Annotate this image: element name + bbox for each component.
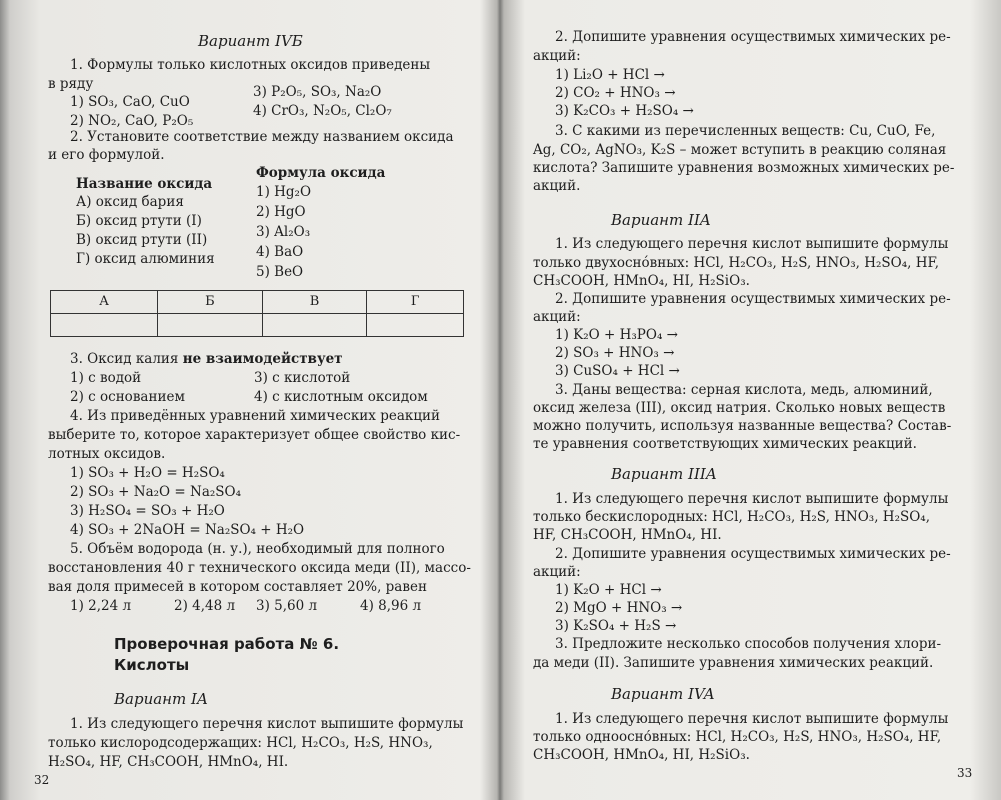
question-text: 1. Из следующего перечня кислот выпишите формулы [555, 236, 949, 252]
answer-option: 3) с кислотой [254, 370, 351, 386]
question-text: и его формулой. [48, 147, 165, 163]
question-text: 2. Допишите уравнения осуществимых химических ре- [555, 29, 951, 45]
question-text: 3. С какими из перечисленных веществ: Cu, CuO, Fe, [555, 123, 936, 139]
question-text: H₂SO₄, HF, CH₃COOH, HMnO₄, HI. [48, 754, 289, 770]
question-text: те уравнения соответствующих химических реакций. [533, 436, 917, 452]
answer-option: 1) SO₃ + H₂O = H₂SO₄ [70, 465, 225, 481]
column-header: Название оксида [76, 176, 213, 192]
answer-option: 4) с кислотным оксидом [254, 389, 428, 405]
equation-item: 2) SO₃ + HNO₃ → [555, 345, 675, 361]
variant-title: Вариант IA [114, 690, 208, 708]
question-text: акций: [533, 48, 581, 64]
question-text: выберите то, которое характеризует общее свойство кис- [48, 427, 461, 443]
answer-option: 4) 8,96 л [360, 598, 422, 614]
question-text: оксид железа (III), оксид натрия. Сколько новых веществ [533, 400, 946, 416]
page-number: 33 [957, 766, 973, 780]
question-text: Ag, CO₂, AgNO₃, K₂S – может вступить в реакцию соляная [533, 142, 947, 158]
question-text: только одноосно́вных: HCl, H₂CO₃, H₂S, HNO₃, H₂SO₄, HF, [533, 729, 942, 745]
answer-option: 2) с основанием [70, 389, 185, 405]
section-subtitle: Кислоты [114, 656, 190, 674]
question-text: 5. Объём водорода (н. у.), необходимый для полного [70, 541, 445, 557]
equation-item: 1) K₂O + HCl → [555, 582, 662, 598]
list-item: А) оксид бария [76, 194, 184, 210]
list-item: Б) оксид ртути (I) [76, 213, 202, 229]
question-text: 2. Допишите уравнения осуществимых химических ре- [555, 546, 951, 562]
question-text: HF, CH₃COOH, HMnO₄, HI. [533, 527, 722, 543]
list-item: 5) BeO [256, 264, 304, 280]
question-text: акций. [533, 178, 581, 194]
page-number: 32 [34, 773, 50, 787]
left-page [34, 0, 471, 800]
question-text: акций: [533, 564, 581, 580]
question-text: 3. Предложите несколько способов получения хлори- [555, 636, 942, 652]
list-item: 3) Al₂O₃ [256, 224, 311, 240]
equation-item: 3) CuSO₄ + HCl → [555, 363, 680, 379]
section-title: Проверочная работа № 6. [114, 635, 340, 653]
question-text: CH₃COOH, HMnO₄, HI, H₂SiO₃. [533, 747, 750, 763]
question-text: в ряду [48, 76, 94, 92]
question-text: CH₃COOH, HMnO₄, HI, H₂SiO₃. [533, 273, 750, 289]
question-text: только кислородсодержащих: HCl, H₂CO₃, H₂S, HNO₃, [48, 735, 433, 751]
equation-item: 3) K₂CO₃ + H₂SO₄ → [555, 103, 694, 119]
answer-option: 4) CrO₃, N₂O₅, Cl₂O₇ [253, 103, 392, 119]
list-item: 2) HgO [256, 204, 306, 220]
answer-table [50, 290, 464, 337]
list-item: 4) BaO [256, 244, 304, 260]
answer-option: 2) SO₃ + Na₂O = Na₂SO₄ [70, 484, 242, 500]
equation-item: 1) Li₂O + HCl → [555, 67, 665, 83]
answer-option: 3) 5,60 л [256, 598, 318, 614]
variant-title: Вариант IVA [611, 685, 715, 703]
variant-title: Вариант IIIA [611, 465, 717, 483]
answer-option: 1) 2,24 л [70, 598, 132, 614]
equation-item: 2) MgO + HNO₃ → [555, 600, 683, 616]
variant-title: Вариант IVБ [198, 32, 303, 50]
question-text: 3. Оксид калия не взаимодействует [70, 351, 343, 367]
question-text: 1. Формулы только кислотных оксидов приведены [70, 57, 431, 73]
answer-cell[interactable] [158, 314, 263, 337]
question-text: 2. Допишите уравнения осуществимых химических ре- [555, 291, 951, 307]
right-page [533, 0, 973, 800]
answer-option: 1) SO₃, CaO, CuO [70, 94, 190, 110]
answer-cell[interactable] [367, 314, 464, 337]
question-text: только двухоснóвных: HCl, H₂CO₃, H₂S, HNO₃, H₂SO₄, HF, [533, 255, 940, 271]
answer-option: 3) H₂SO₄ = SO₃ + H₂O [70, 503, 225, 519]
column-header: Формула оксида [256, 165, 386, 181]
question-text: 1. Из следующего перечня кислот выпишите формулы [555, 711, 949, 727]
equation-item: 1) K₂O + H₃PO₄ → [555, 327, 678, 343]
question-text: 3. Даны вещества: серная кислота, медь, алюминий, [555, 382, 933, 398]
question-text: да меди (II). Запишите уравнения химических реакций. [533, 655, 934, 671]
question-text: акций: [533, 309, 581, 325]
list-item: 1) Hg₂O [256, 184, 312, 200]
question-text: вая доля примесей в котором составляет 20%, равен [48, 579, 427, 595]
question-text: кислота? Запишите уравнения возможных химических ре- [533, 160, 955, 176]
table-header: В [262, 291, 367, 314]
question-text: восстановления 40 г технического оксида меди (II), массо- [48, 560, 471, 576]
answer-option: 3) P₂O₅, SO₃, Na₂O [253, 84, 382, 100]
table-header: Г [367, 291, 464, 314]
table-header: А [51, 291, 158, 314]
answer-option: 1) с водой [70, 370, 142, 386]
answer-option: 2) 4,48 л [174, 598, 236, 614]
question-text: 4. Из приведённых уравнений химических реакций [70, 408, 440, 424]
answer-option: 2) NO₂, CaO, P₂O₅ [70, 113, 194, 129]
equation-item: 3) K₂SO₄ + H₂S → [555, 618, 677, 634]
list-item: В) оксид ртути (II) [76, 232, 208, 248]
question-text: 1. Из следующего перечня кислот выпишите формулы [555, 491, 949, 507]
question-text: можно получить, используя названные вещества? Состав- [533, 418, 952, 434]
question-text: 1. Из следующего перечня кислот выпишите формулы [70, 716, 464, 732]
answer-cell[interactable] [262, 314, 367, 337]
equation-item: 2) CO₂ + HNO₃ → [555, 85, 676, 101]
question-text: 2. Установите соответствие между названием оксида [70, 129, 454, 145]
question-text: только бескислородных: HCl, H₂CO₃, H₂S, HNO₃, H₂SO₄, [533, 509, 930, 525]
question-text: лотных оксидов. [48, 446, 166, 462]
variant-title: Вариант IIA [611, 211, 711, 229]
list-item: Г) оксид алюминия [76, 251, 215, 267]
table-header: Б [158, 291, 263, 314]
answer-option: 4) SO₃ + 2NaOH = Na₂SO₄ + H₂O [70, 522, 305, 538]
answer-cell[interactable] [51, 314, 158, 337]
